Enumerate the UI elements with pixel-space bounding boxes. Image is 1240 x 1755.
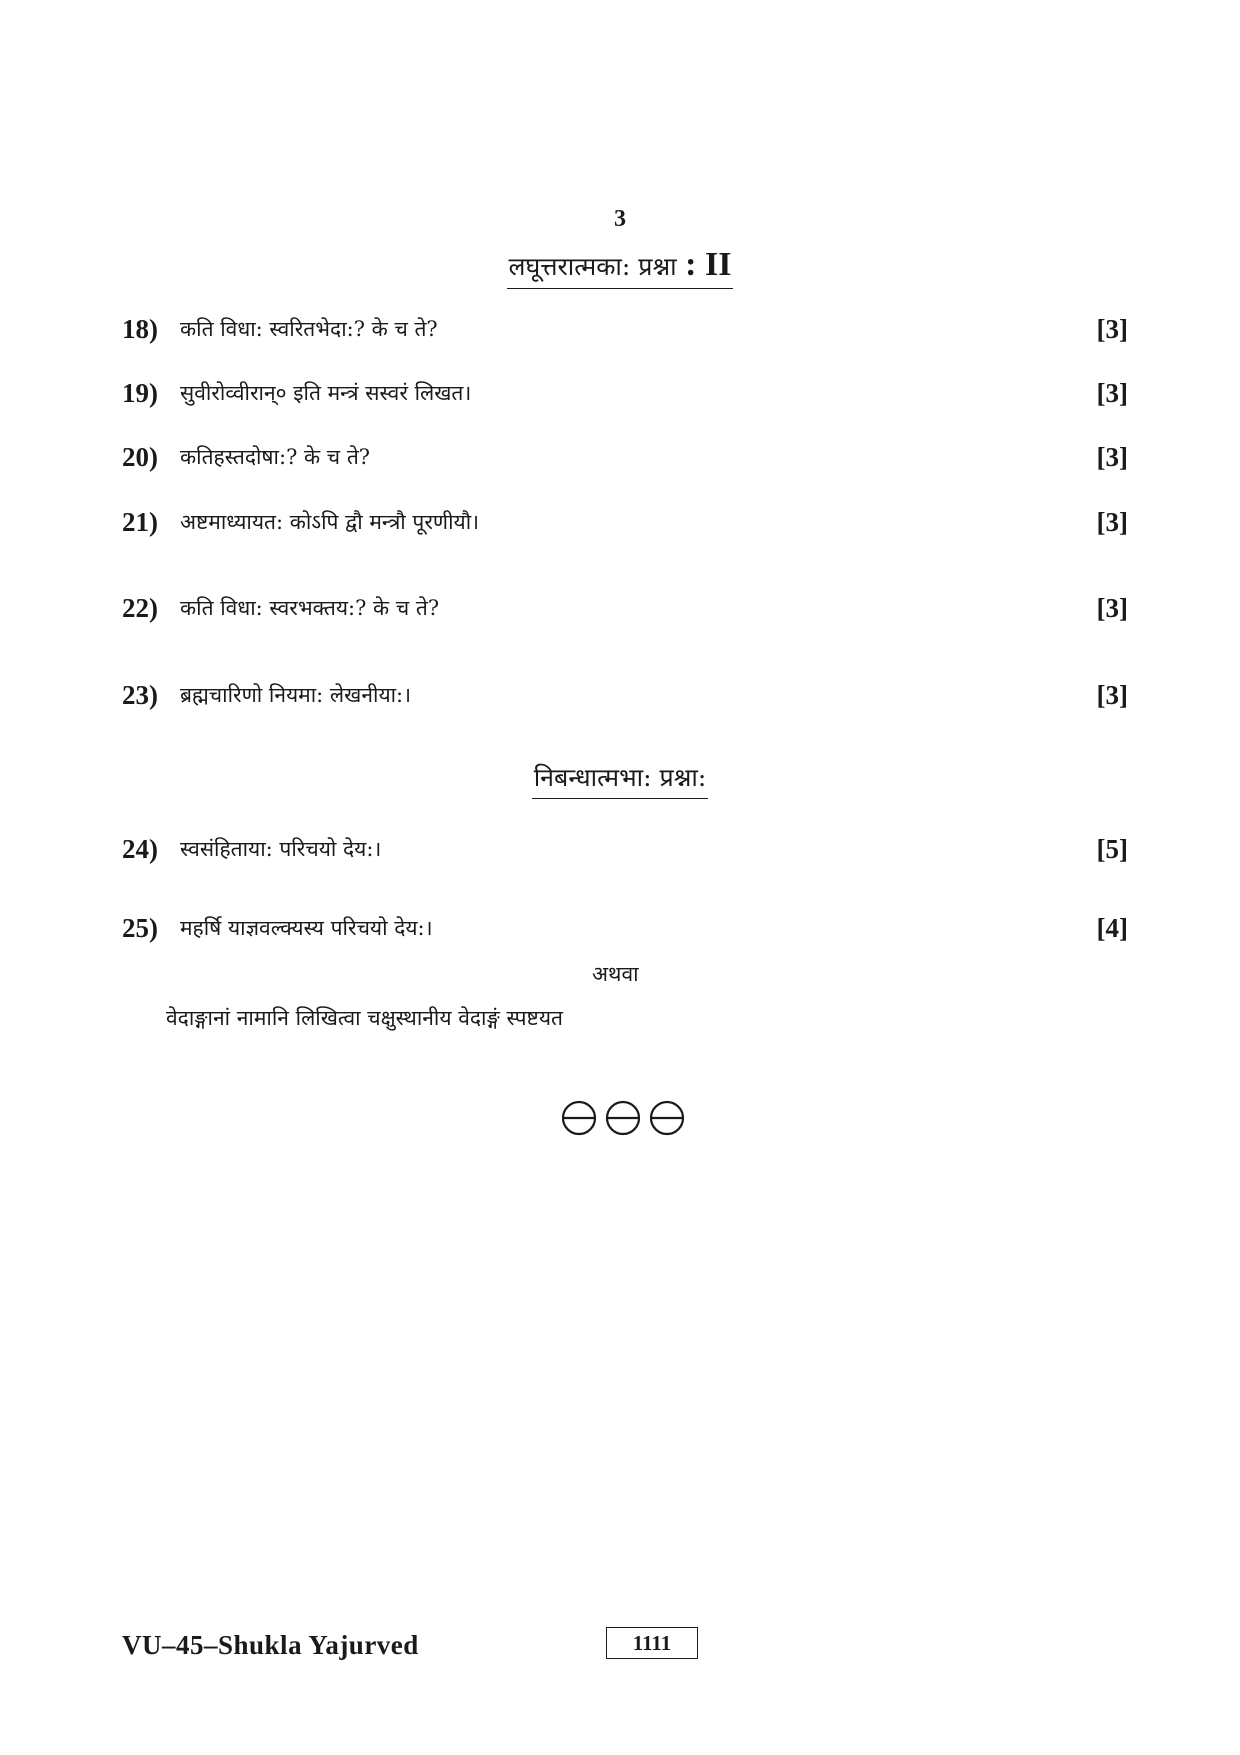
question-number: 21) bbox=[122, 506, 158, 537]
section-heading-short-answer bbox=[0, 246, 1240, 289]
question-text: सुवीरोव्वीरान्० इति मन्त्रं सस्वरं लिखत। bbox=[180, 381, 472, 405]
question-number: 20) bbox=[122, 441, 158, 472]
question-21 bbox=[122, 502, 1128, 542]
question-25 bbox=[122, 908, 1128, 948]
paper-number-box: 1111 bbox=[606, 1627, 698, 1659]
question-number: 25) bbox=[122, 912, 158, 943]
question-marks: [3] bbox=[1096, 679, 1128, 710]
question-marks: [3] bbox=[1096, 313, 1128, 344]
question-18 bbox=[122, 309, 1128, 349]
question-20 bbox=[122, 437, 1128, 477]
question-text: कतिहस्तदोषा:? के च ते? bbox=[180, 445, 371, 469]
question-number: 19) bbox=[122, 377, 158, 408]
question-19 bbox=[122, 373, 1128, 413]
question-text: ब्रह्मचारिणो नियमा: लेखनीया:। bbox=[180, 683, 412, 707]
section-title: निबन्धात्मभा: प्रश्ना: bbox=[532, 760, 709, 799]
question-text: कति विधा: स्वरितभेदा:? के च ते? bbox=[180, 317, 438, 341]
question-number: 18) bbox=[122, 313, 158, 344]
question-marks: [3] bbox=[1096, 441, 1128, 472]
page-number: 3 bbox=[614, 206, 626, 232]
question-text: कति विधा: स्वरभक्तय:? के च ते? bbox=[180, 596, 440, 620]
question-number: 24) bbox=[122, 833, 158, 864]
question-marks: [5] bbox=[1096, 833, 1128, 864]
or-label: अथवा bbox=[592, 962, 639, 986]
question-24 bbox=[122, 829, 1128, 869]
paper-code: VU–45–Shukla Yajurved bbox=[122, 1630, 419, 1660]
question-text: अष्टमाध्यायत: कोऽपि द्वौ मन्त्रौ पूरणीयौ। bbox=[180, 510, 480, 534]
question-text: महर्षि याज्ञवल्क्यस्य परिचयो देय:। bbox=[180, 916, 433, 940]
section-colon: : bbox=[676, 246, 705, 283]
question-marks: [4] bbox=[1096, 912, 1128, 943]
question-number: 23) bbox=[122, 679, 158, 710]
question-text: स्वसंहिताया: परिचयो देय:। bbox=[180, 837, 382, 861]
end-mark-icon bbox=[563, 1102, 683, 1134]
section-heading-essay bbox=[0, 760, 1240, 799]
question-marks: [3] bbox=[1096, 592, 1128, 623]
question-marks: [3] bbox=[1096, 506, 1128, 537]
end-of-paper-mark bbox=[560, 1098, 686, 1142]
question-23 bbox=[122, 675, 1128, 715]
question-number: 22) bbox=[122, 592, 158, 623]
question-marks: [3] bbox=[1096, 377, 1128, 408]
section-part: II bbox=[704, 246, 732, 283]
alternative-question-text: वेदाङ्गानां नामानि लिखित्वा चक्षुस्थानीय वेदाङ्गं स्पष्टयत bbox=[166, 1006, 563, 1030]
section-title: लघूत्तरात्मका: प्रश्ना bbox=[508, 252, 677, 281]
question-22 bbox=[122, 588, 1128, 628]
